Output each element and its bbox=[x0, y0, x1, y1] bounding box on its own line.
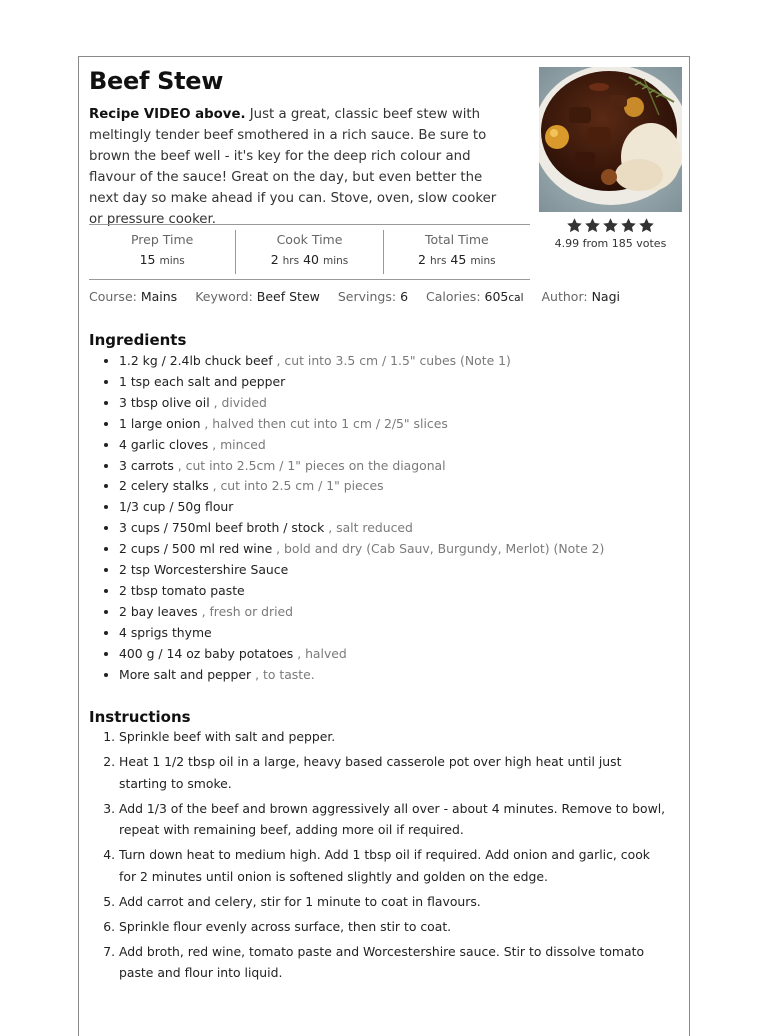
servings-label: Servings: bbox=[337, 289, 397, 304]
ingredient-note: , halved bbox=[293, 645, 347, 661]
course-label: Course: bbox=[89, 289, 137, 304]
instruction-step: 2. Heat 1 1/2 tbsp oil in a large, heavy based casserole pot over high heat until just starting to smoke. bbox=[119, 751, 669, 794]
ingredient-note: , bold and dry (Cab Sauv, Burgundy, Merlot) (Note 2) bbox=[272, 541, 605, 557]
total-time bbox=[383, 230, 530, 274]
instruction-step: 5. Add carrot and celery, stir for 1 minute to coat in flavours. bbox=[119, 891, 669, 913]
star-icon[interactable] bbox=[584, 217, 601, 234]
ingredient-note: , to taste. bbox=[251, 666, 315, 682]
ingredient-note: , minced bbox=[208, 436, 266, 452]
recipe-photo bbox=[539, 67, 682, 212]
ingredient-name: 3 cups / 750ml beef broth / stock bbox=[119, 520, 325, 536]
rating bbox=[539, 217, 682, 250]
ingredients-heading: Ingredients bbox=[89, 331, 187, 349]
instruction-step: 6. Sprinkle flour evenly across surface, then stir to coat. bbox=[119, 916, 669, 938]
course-value: Mains bbox=[140, 289, 178, 304]
author-label: Author: bbox=[541, 289, 588, 304]
recipe-meta bbox=[89, 289, 620, 304]
time-value: 2 hrs 45 mins bbox=[418, 252, 496, 267]
ingredient-item bbox=[119, 351, 679, 372]
ingredient-item bbox=[119, 476, 679, 497]
ingredient-name: 2 tbsp tomato paste bbox=[119, 582, 245, 598]
ingredient-note: , cut into 3.5 cm / 1.5" cubes (Note 1) bbox=[272, 353, 511, 368]
beef-stew-image bbox=[539, 67, 682, 212]
ingredient-item bbox=[119, 393, 679, 414]
recipe-summary bbox=[89, 104, 514, 230]
calories-label: Calories: bbox=[426, 289, 481, 304]
rating-votes: 4.99 from 185 votes bbox=[554, 237, 667, 250]
recipe-title: Beef Stew bbox=[89, 67, 224, 95]
ingredient-item bbox=[119, 456, 679, 477]
instruction-step: 1. Sprinkle beef with salt and pepper. bbox=[119, 726, 669, 748]
ingredient-name: 4 garlic cloves bbox=[119, 436, 209, 452]
summary-lead: Recipe VIDEO above. bbox=[89, 107, 246, 122]
ingredient-name: 1.2 kg / 2.4lb chuck beef bbox=[119, 353, 273, 368]
star-icon[interactable] bbox=[620, 217, 637, 234]
ingredient-item bbox=[119, 560, 679, 581]
instructions-list bbox=[89, 726, 669, 987]
ingredient-item bbox=[119, 497, 679, 518]
time-label: Prep Time bbox=[130, 232, 194, 247]
ingredient-item bbox=[119, 539, 679, 560]
recipe-times bbox=[89, 224, 530, 280]
recipe-card bbox=[78, 56, 690, 1036]
calories-value: 605 bbox=[484, 289, 509, 304]
ingredient-item bbox=[119, 665, 679, 686]
ingredients-list bbox=[89, 351, 679, 686]
ingredient-name: 1 tsp each salt and pepper bbox=[119, 373, 286, 389]
keyword-value: Beef Stew bbox=[256, 289, 320, 304]
time-value: 15 mins bbox=[139, 252, 185, 267]
cook-time bbox=[235, 230, 382, 274]
ingredient-item bbox=[119, 518, 679, 539]
instruction-step: 3. Add 1/3 of the beef and brown aggressively all over - about 4 minutes. Remove to bowl, repeat with remaining beef, adding more oil if required. bbox=[119, 798, 669, 841]
ingredient-item bbox=[119, 372, 679, 393]
ingredient-item bbox=[119, 623, 679, 644]
ingredient-note: , cut into 2.5cm / 1" pieces on the diagonal bbox=[173, 457, 446, 473]
ingredient-name: 400 g / 14 oz baby potatoes bbox=[119, 645, 294, 661]
prep-time bbox=[89, 225, 235, 279]
star-icon[interactable] bbox=[566, 217, 583, 234]
keyword-label: Keyword: bbox=[195, 289, 253, 304]
summary-text: Just a great, classic beef stew with meltingly tender beef smothered in a rich sauce. Be sure to brown the beef well - it's key for the deep rich colour and flavour of the sauce! Great on the day, but even better the next day so make ahead if you can. Stove, oven, slow cooker or pressure cooker. bbox=[89, 107, 497, 227]
ingredient-name: 2 tsp Worcestershire Sauce bbox=[119, 562, 289, 578]
time-label: Cook Time bbox=[276, 232, 343, 247]
ingredient-name: 3 tbsp olive oil bbox=[119, 394, 210, 410]
ingredient-name: 1 large onion bbox=[119, 415, 201, 431]
ingredient-note: , halved then cut into 1 cm / 2/5" slices bbox=[200, 415, 448, 431]
star-icon[interactable] bbox=[638, 217, 655, 234]
ingredient-item bbox=[119, 602, 679, 623]
instruction-step: 7. Add broth, red wine, tomato paste and Worcestershire sauce. Stir to dissolve tomato paste and flour into liquid. bbox=[119, 941, 669, 984]
ingredient-name: More salt and pepper bbox=[119, 666, 252, 682]
ingredient-name: 4 sprigs thyme bbox=[119, 624, 212, 640]
ingredient-item bbox=[119, 414, 679, 435]
ingredient-note: , cut into 2.5 cm / 1" pieces bbox=[208, 478, 384, 494]
servings-value[interactable]: 6 bbox=[400, 289, 409, 304]
star-icon[interactable] bbox=[602, 217, 619, 234]
ingredient-note: , salt reduced bbox=[324, 520, 413, 536]
ingredient-note: , divided bbox=[209, 394, 267, 410]
calories-unit: cal bbox=[508, 292, 524, 304]
instruction-step: 4. Turn down heat to medium high. Add 1 tbsp oil if required. Add onion and garlic, cook for 2 minutes until onion is softened slightly and golden on the edge. bbox=[119, 844, 669, 887]
ingredient-item bbox=[119, 581, 679, 602]
time-label: Total Time bbox=[424, 232, 489, 247]
ingredient-name: 3 carrots bbox=[119, 457, 174, 473]
instructions-heading: Instructions bbox=[89, 708, 191, 726]
author-value: Nagi bbox=[591, 289, 620, 304]
star-rating[interactable] bbox=[539, 217, 682, 234]
ingredient-name: 1/3 cup / 50g flour bbox=[119, 499, 234, 515]
ingredient-item bbox=[119, 435, 679, 456]
ingredient-note: , fresh or dried bbox=[197, 603, 293, 619]
ingredient-item bbox=[119, 644, 679, 665]
ingredient-name: 2 cups / 500 ml red wine bbox=[119, 541, 273, 557]
time-value: 2 hrs 40 mins bbox=[270, 252, 349, 267]
ingredient-name: 2 celery stalks bbox=[119, 478, 209, 494]
ingredient-name: 2 bay leaves bbox=[119, 603, 198, 619]
